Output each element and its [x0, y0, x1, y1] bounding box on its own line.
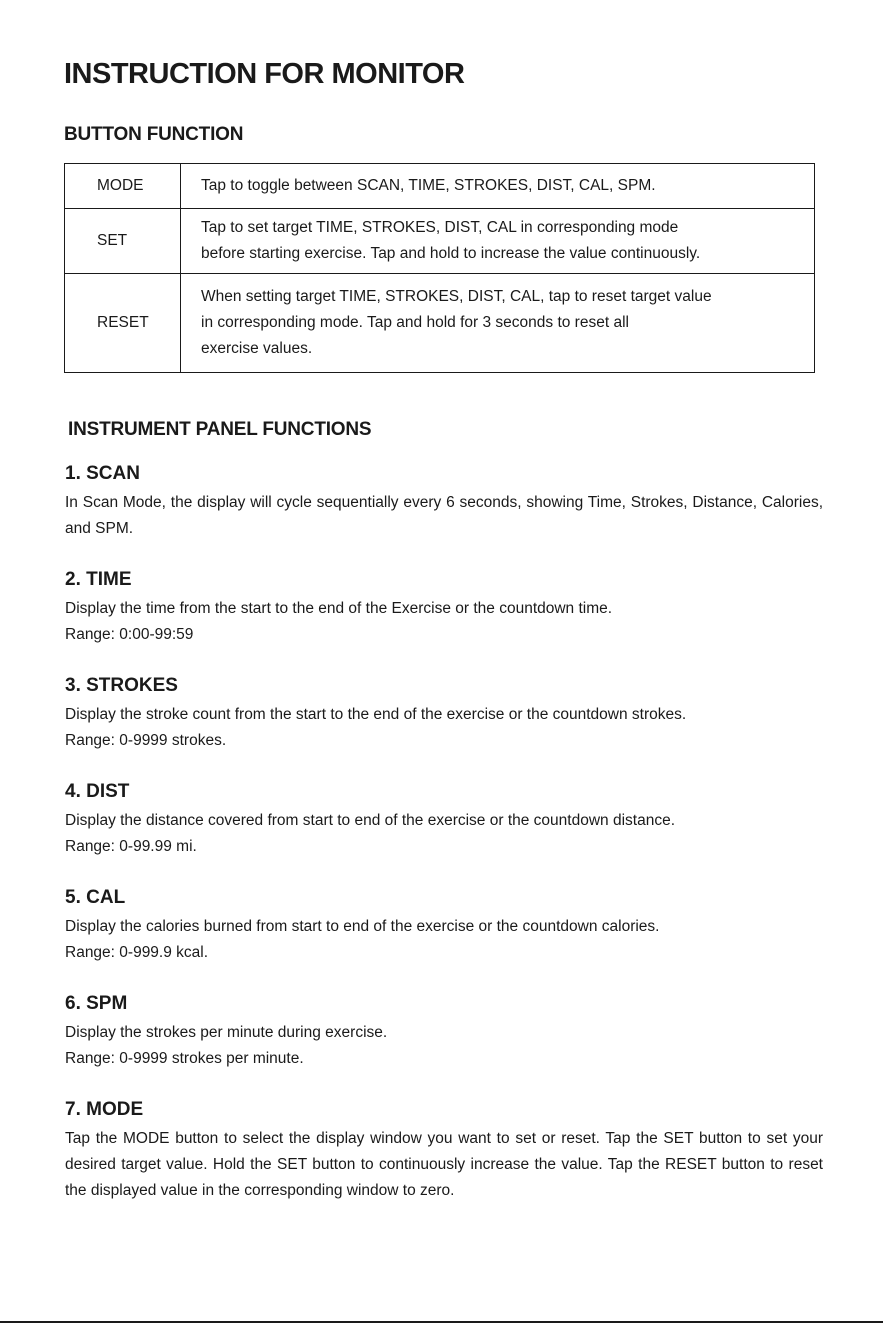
panel-item-title: 3. STROKES	[65, 675, 178, 696]
panel-item-line: Display the stroke count from the start to the end of the exercise or the countdown strokes.	[65, 706, 687, 723]
panel-item-range: Range: 0-9999 strokes per minute.	[65, 1050, 304, 1067]
panel-item-title: 5. CAL	[65, 887, 126, 908]
panel-item-title: 7. MODE	[65, 1099, 144, 1120]
panel-item-strokes	[65, 674, 825, 754]
desc-line: before starting exercise. Tap and hold to increase the value continuously.	[201, 245, 701, 262]
bottom-rule	[0, 1321, 883, 1323]
panel-item-cal	[65, 886, 825, 966]
panel-item-title: 4. DIST	[65, 781, 130, 802]
button-name-mode: MODE	[65, 164, 181, 209]
panel-item-text: In Scan Mode, the display will cycle sequentially every 6 seconds, showing Time, Strokes, Distance, Calories, and SPM.	[65, 494, 823, 537]
panel-item-title: 1. SCAN	[65, 463, 140, 484]
panel-item-line: Display the strokes per minute during exercise.	[65, 1024, 388, 1041]
panel-item-line: Display the distance covered from start to end of the exercise or the countdown distance.	[65, 812, 675, 829]
panel-item-range: Range: 0-99.99 mi.	[65, 838, 197, 855]
button-name-set: SET	[65, 209, 181, 274]
button-function-heading: BUTTON FUNCTION	[64, 124, 244, 145]
button-desc-reset	[181, 274, 815, 373]
table-row-reset	[65, 274, 815, 373]
panel-item-line: Display the time from the start to the end of the Exercise or the countdown time.	[65, 600, 613, 617]
table-row-set	[65, 209, 815, 274]
panel-item-mode	[65, 1098, 825, 1204]
desc-line: Tap to toggle between SCAN, TIME, STROKES, DIST, CAL, SPM.	[201, 177, 656, 194]
table-row-mode	[65, 164, 815, 209]
desc-line: Tap to set target TIME, STROKES, DIST, CAL in corresponding mode	[201, 219, 679, 236]
button-name-reset: RESET	[65, 274, 181, 373]
button-desc-set	[181, 209, 815, 274]
panel-item-range: Range: 0-999.9 kcal.	[65, 944, 209, 961]
instrument-panel-heading: INSTRUMENT PANEL FUNCTIONS	[68, 419, 372, 440]
panel-item-range: Range: 0-9999 strokes.	[65, 732, 227, 749]
page-title: INSTRUCTION FOR MONITOR	[64, 58, 465, 90]
panel-item-line: Display the calories burned from start to end of the exercise or the countdown calories.	[65, 918, 660, 935]
panel-item-scan	[65, 462, 825, 542]
button-function-table	[64, 163, 815, 373]
desc-line: in corresponding mode. Tap and hold for 3 seconds to reset all	[201, 314, 629, 331]
panel-item-spm	[65, 992, 825, 1072]
panel-item-time	[65, 568, 825, 648]
desc-line: When setting target TIME, STROKES, DIST, CAL, tap to reset target value	[201, 288, 712, 305]
panel-item-dist	[65, 780, 825, 860]
panel-item-range: Range: 0:00-99:59	[65, 626, 194, 643]
panel-item-title: 6. SPM	[65, 993, 128, 1014]
desc-line: exercise values.	[201, 340, 313, 357]
panel-item-title: 2. TIME	[65, 569, 132, 590]
button-desc-mode	[181, 164, 815, 209]
panel-item-text: Tap the MODE button to select the display window you want to set or reset. Tap the SET button to set your desired target value. Hold the SET button to continuously increase the value. Tap the RESET button to reset the displayed value in the corresponding window to zero.	[65, 1130, 823, 1199]
